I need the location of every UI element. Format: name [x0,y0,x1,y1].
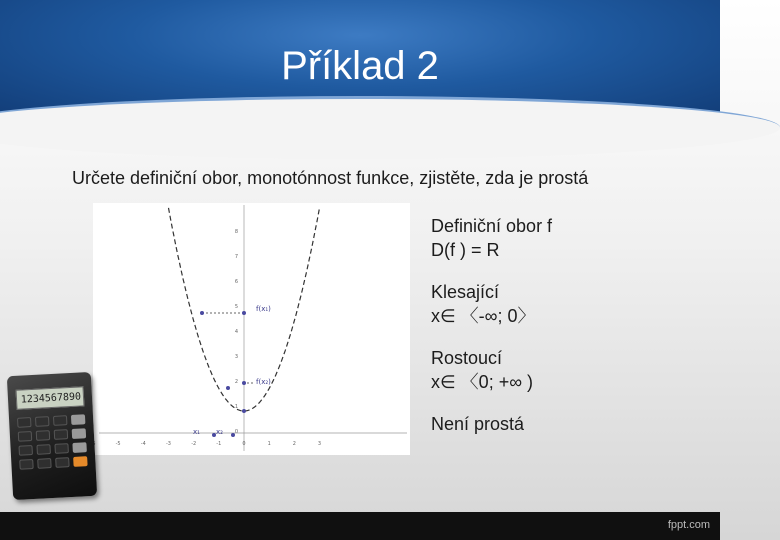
calculator-icon [7,372,97,500]
y-tick-label: 6 [234,279,238,285]
footer-bar [0,512,720,540]
slide-title: Příklad 2 [281,44,439,88]
point-x2 [231,433,235,437]
info-detail: x∈ 〈-∞; 0〉 [431,306,536,326]
info-detail: D(f ) = R [431,240,500,260]
y-tick-label: 5 [234,304,238,310]
label-x2: x₂ [216,428,223,436]
y-tick-label: 3 [234,354,238,360]
x-tick-label: -2 [191,441,197,447]
info-heading: Není prostá [431,414,525,434]
graph-svg [93,203,410,455]
label-x1: x₁ [193,428,200,436]
header-curve [0,96,780,159]
footer-brand: fppt.com [667,519,710,531]
point-fx1 [242,311,246,315]
label-fx1: f(x₁) [256,305,271,313]
slide-subtitle: Určete definiční obor, monotónnost funkce, zjistěte, zda je prostá [72,168,589,188]
info-item-injective [431,412,701,436]
label-fx2: f(x₂) [256,378,271,386]
y-tick-label: 0 [234,429,238,435]
x-tick-label: -5 [115,441,121,447]
info-item-decreasing [431,280,701,328]
x-tick-label: -3 [166,441,171,447]
info-detail: x∈ 〈0; +∞ ) [431,372,534,392]
point-vertex [242,409,246,413]
x-tick-label: -1 [216,441,222,447]
y-tick-label: 7 [234,254,238,260]
y-tick-label: 8 [234,229,238,235]
info-heading: Klesající [431,282,500,302]
y-tick-label: 4 [234,329,238,335]
info-item-domain [431,214,701,262]
info-heading: Definiční obor f [431,216,553,236]
calculator-display: 1234567890 [16,386,85,410]
calculator-keypad [17,414,88,469]
point-a [200,311,204,315]
info-item-increasing [431,346,701,394]
x-tick-label: -4 [140,441,146,447]
x-tick-label: 1 [267,441,271,447]
y-tick-label: 2 [234,379,238,385]
x-tick-label: 3 [317,441,322,447]
function-graph [93,203,410,455]
y-tick-label: 1 [234,404,238,410]
x-tick-label: 0 [242,441,246,447]
info-list [431,214,701,454]
x-tick-label: 2 [292,441,296,447]
point-fx2 [242,381,246,385]
info-heading: Rostoucí [431,348,503,368]
point-b [226,386,230,390]
